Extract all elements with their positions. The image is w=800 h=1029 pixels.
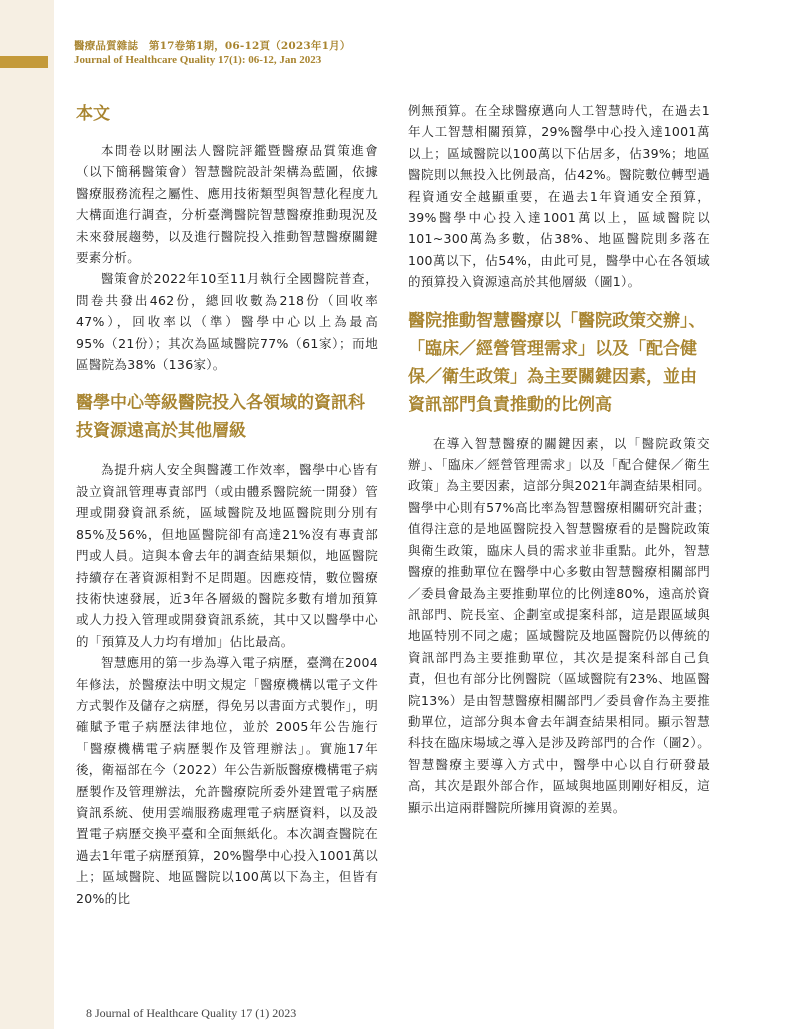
header-accent-bar xyxy=(0,56,48,68)
page-margin-band xyxy=(0,0,54,1029)
left-column xyxy=(76,100,378,909)
paragraph-survey-intro: 本問卷以財團法人醫院評鑑暨醫療品質策進會（以下簡稱醫策會）智慧醫院設計架構為藍圖，依據醫療服務流程之屬性、應用技術類型與智慧化程度九大構面進行調查，分析臺灣醫院智慧醫療推動現況及未來發展趨勢，以及進行醫院投入推動智慧醫療關鍵要素分析。 xyxy=(76,143,378,266)
right-column-upper xyxy=(408,100,710,818)
page-number: 8 xyxy=(86,1006,92,1020)
paragraph-ai-budget: 例無預算。在全球醫療邁向人工智慧時代，在過去1年人工智慧相關預算，29%醫學中心投入達1001萬以上；區域醫院以100萬以下佔居多，佔39%；地區醫院則以無投入比例最高，佔42%。醫院數位轉型過程資通安全越顯重要，在過去1年資通安全預算，39%醫學中心投入達1001萬以上，區域醫院以101~300萬為多數，佔38%、地區醫院則多落在100萬以下，佔54%，由此可見，醫學中心在各領域的預算投入資源遠高於其他層級（圖1）。 xyxy=(408,103,710,290)
paragraph-emr: 智慧應用的第一步為導入電子病歷，臺灣在2004年修法，於醫療法中明文規定「醫療機構以電子文件方式製作及儲存之病歷，得免另以書面方式製作」，明確賦予電子病歷法律地位，並於 2005年公告施行「醫療機構電子病歷製作及管理辦法」。實施17年後，衛福部在今（2022）年公告新版醫療機構電子病歷製作及管理辦法，允許醫療院所委外建置電子病歷資訊系統、使用雲端服務處理電子病歷資料，以及設置電子病歷交換平臺和全面無紙化。本次調查醫院在過去1年電子病歷預算，20%醫學中心投入1001萬以上；區域醫院、地區醫院以100萬以下為主，但皆有20%的比 xyxy=(76,655,378,906)
section-heading-it-resources: 醫學中心等級醫院投入各領域的資訊科技資源遠高於其他層級 xyxy=(76,393,365,442)
paragraph-key-factors: 在導入智慧醫療的關鍵因素，以「醫院政策交辦」、「臨床／經營管理需求」以及「配合健保／衛生政策」為主要因素，這部分與2021年調查結果相同。醫學中心則有57%高比率為智慧醫療相關研究計畫；值得注意的是地區醫院投入智慧醫療看的是醫院政策與衛生政策，臨床人員的需求並非重點。此外，智慧醫療的推動單位在醫學中心多數由智慧醫療相關部門／委員會最為主要推動單位的比例達80%，遠高於資訊部門、院長室、企劃室或提案科部，這是跟區域與地區特別不同之處；區域醫院及地區醫院仍以傳統的資訊部門為主要推動單位，其次是提案科部自己負責，但也有部分比例醫院（區域醫院有23%、地區醫院13%）是由智慧醫療相關部門／委員會作為主要推動單位，這部分與本會去年調查結果相同。顯示智慧科技在臨床場域之導入是涉及跨部門的合作（圖2）。智慧醫療主要導入方式中，醫學中心以自行研發最高，其次是跟外部合作，區域與地區則剛好相反，這顯示出這兩群醫院所擁用資源的差異。 xyxy=(408,435,710,815)
header-english-citation: Journal of Healthcare Quality 17(1): 06-12, Jan 2023 xyxy=(74,54,322,66)
running-header xyxy=(74,38,351,66)
footer-journal: Journal of Healthcare Quality 17 (1) 2023 xyxy=(95,1006,297,1020)
section-heading-main: 本文 xyxy=(76,104,110,124)
paragraph-it-departments: 為提升病人安全與醫護工作效率，醫學中心皆有設立資訊管理專責部門（或由體系醫院統一開發）管理或開發資訊系統，區域醫院及地區醫院則分別有85%及56%，但地區醫院卻有高達21%沒有專責部門或人員。這與本會去年的調查結果類似，地區醫院持續存在著資源相對不足問題。因應疫情，數位醫療技術快速發展，近3年各層級的醫院多數有增加預算或人力投入管理或開發資訊系統，其中又以醫學中心的「預算及人力均有增加」佔比最高。 xyxy=(76,462,378,649)
section-heading-key-factors: 醫院推動智慧醫療以「醫院政策交辦」、「臨床／經營管理需求」以及「配合健保／衛生政策」為主要關鍵因素，並由資訊部門負責推動的比例高 xyxy=(408,310,706,415)
paragraph-survey-response: 醫策會於2022年10至11月執行全國醫院普查，問卷共發出462份，總回收數為218份（回收率47%），回收率以（準）醫學中心以上為最高95%（21份）；其次為區域醫院77%（61家）；而地區醫院為38%（136家）。 xyxy=(76,271,378,373)
page-footer xyxy=(86,1006,296,1021)
header-chinese-citation: 醫療品質雜誌 第17卷第1期，06-12頁（2023年1月） xyxy=(74,40,351,52)
